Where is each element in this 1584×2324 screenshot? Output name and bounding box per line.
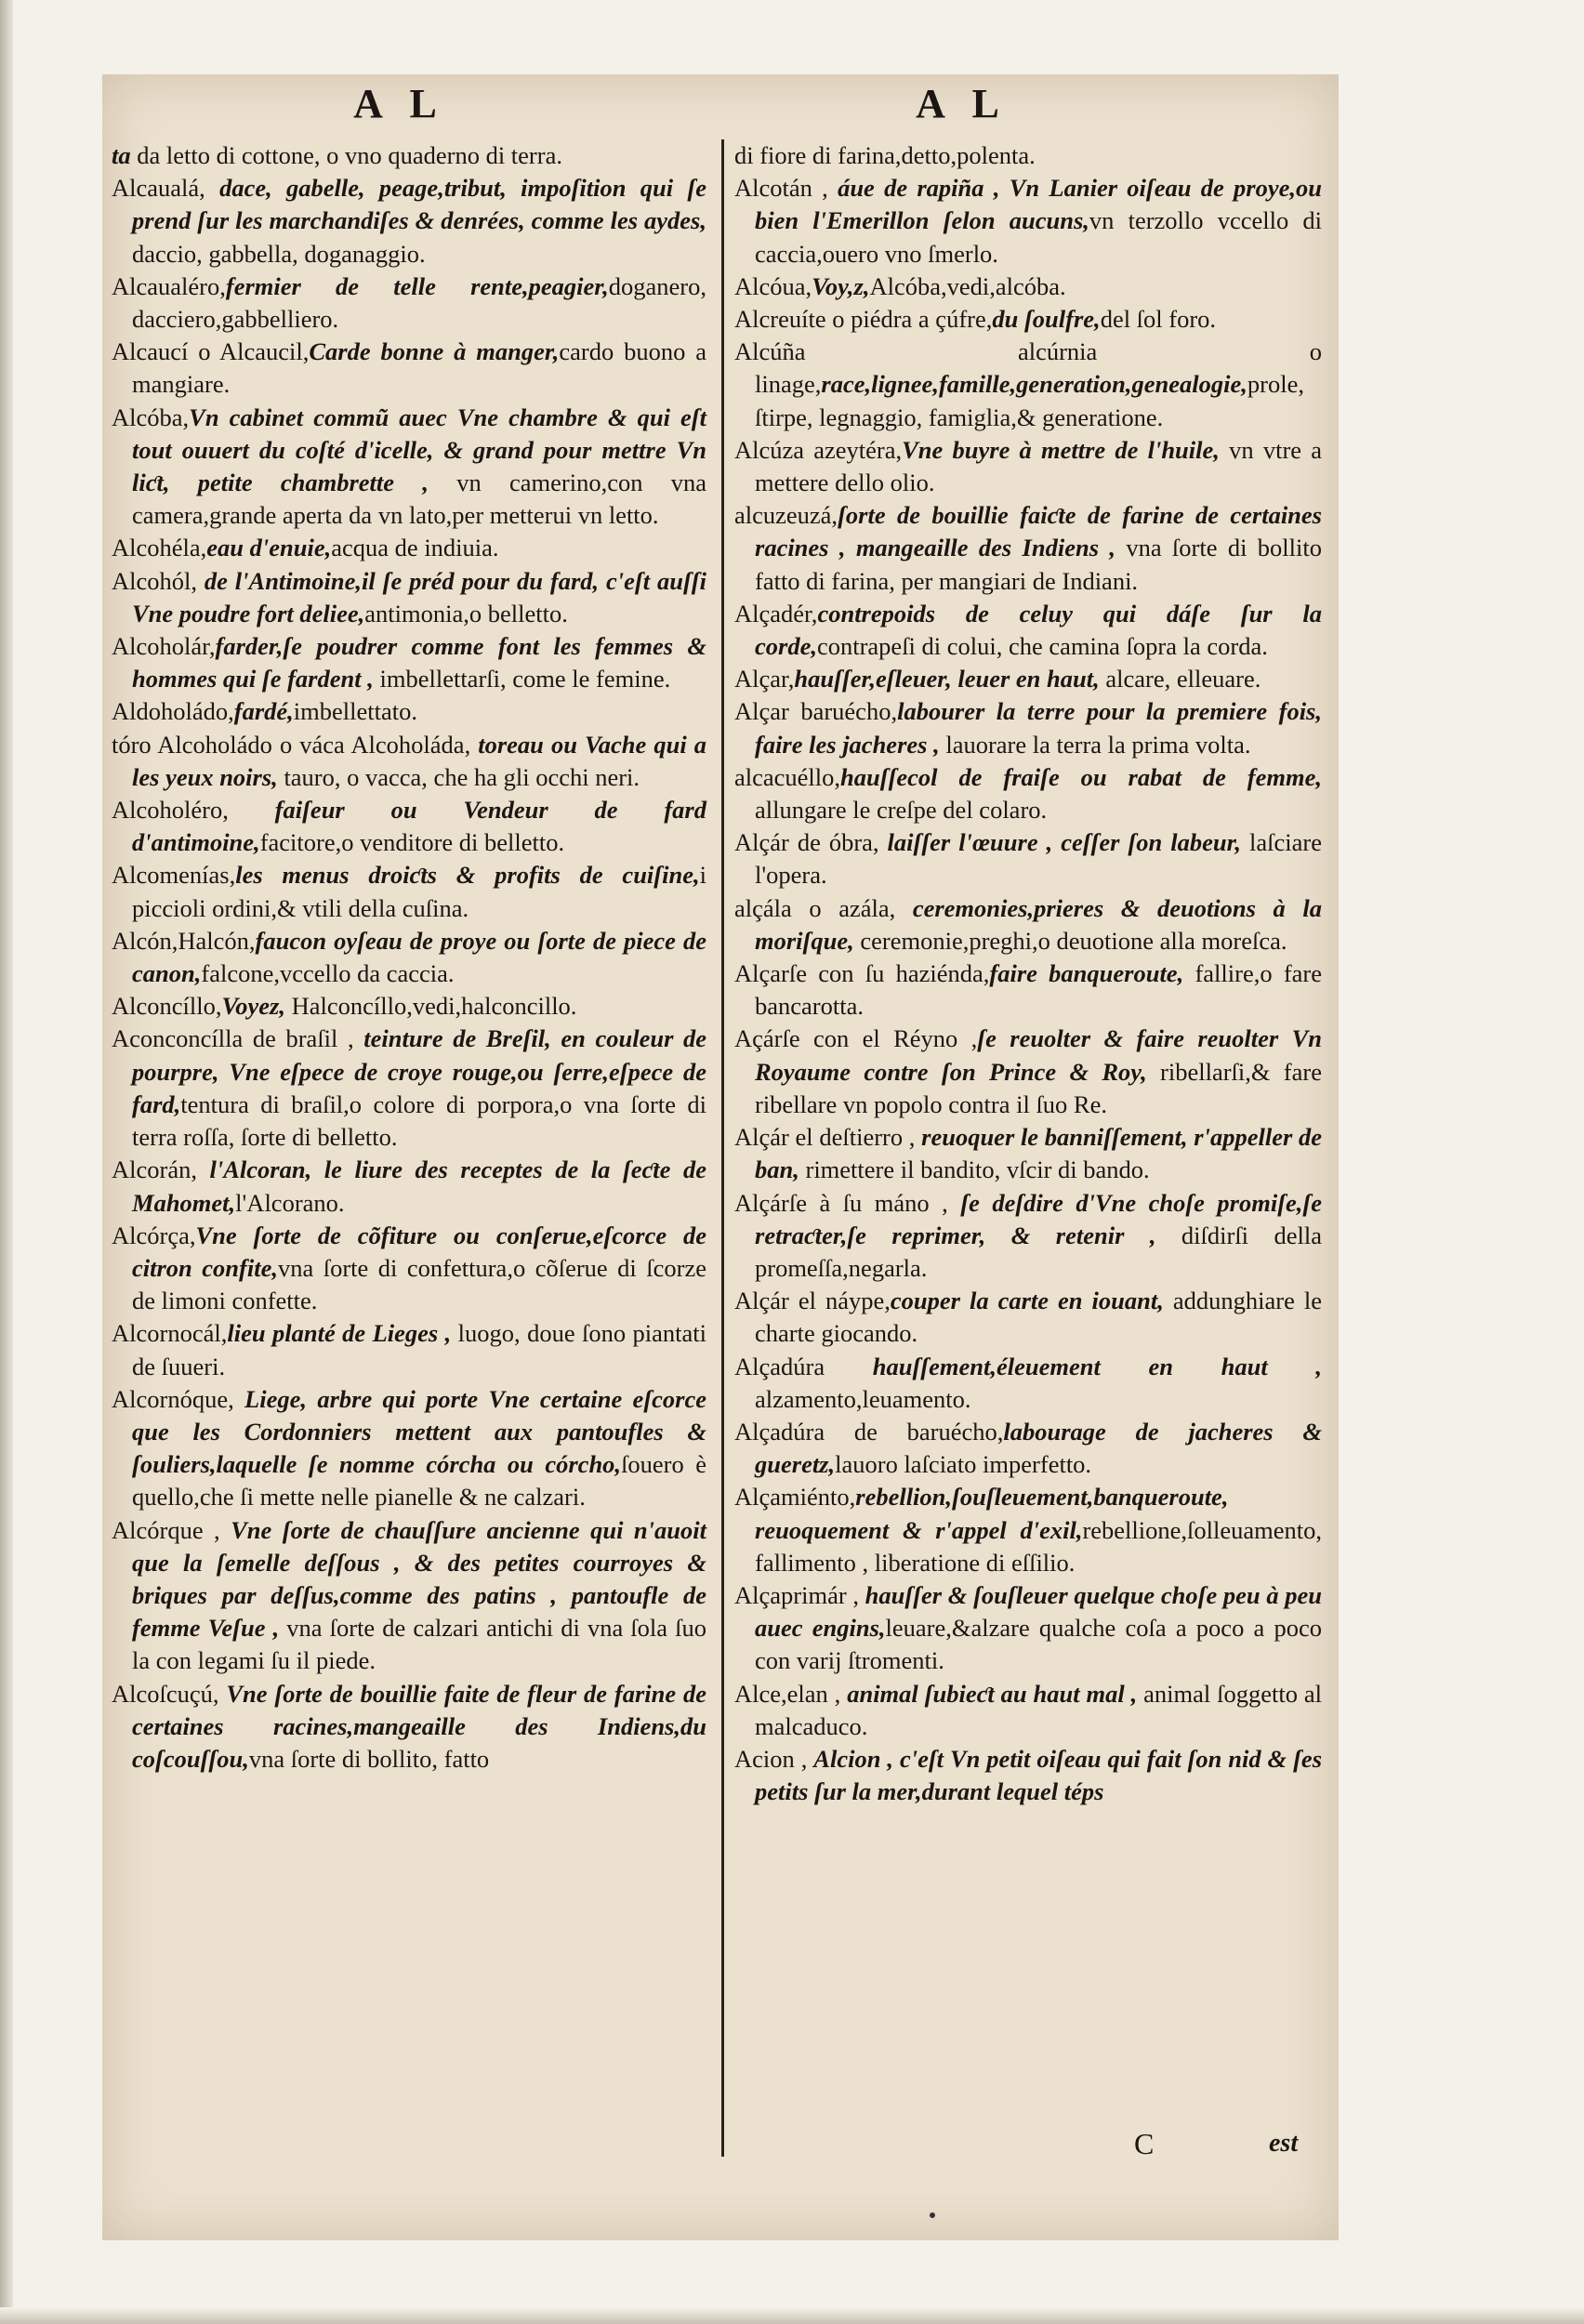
french-gloss: faire banqueroute, bbox=[989, 959, 1184, 988]
french-gloss: contrepoids de celuy qui dáſe ſur la corde, bbox=[755, 599, 1322, 661]
italian-gloss: imbellettato. bbox=[293, 697, 417, 726]
french-gloss: de l'Antimoine,il ſe préd pour du fard, c'eſt auſſi Vne poudre fort deliee, bbox=[132, 566, 706, 627]
headword: Alcohól, bbox=[112, 566, 205, 595]
headword: Alcóua, bbox=[734, 271, 812, 300]
dictionary-column-right bbox=[734, 139, 1322, 1808]
dictionary-entry bbox=[734, 826, 1322, 891]
french-gloss: ta bbox=[112, 141, 131, 169]
italian-gloss: vn camerino,con vna camera,grande aperta da vn lato,per metterui vn letto. bbox=[132, 469, 706, 530]
headword: Alcornóque, bbox=[112, 1384, 245, 1413]
headword: Aconconcílla de braſil , bbox=[112, 1024, 364, 1053]
dictionary-entry bbox=[734, 1351, 1322, 1416]
catchword: est bbox=[1269, 2129, 1299, 2158]
french-gloss: ſe deſdire d'Vne choſe promiſe,ſe retraƈter,ſe reprimer, & retenir , bbox=[755, 1188, 1322, 1249]
headword: Alçár el náype, bbox=[734, 1287, 891, 1315]
headword: alcuzeuzá, bbox=[734, 501, 838, 530]
dictionary-entry bbox=[734, 1121, 1322, 1186]
french-gloss: Voy,z, bbox=[812, 271, 870, 300]
french-gloss: fermier de telle rente,peagier, bbox=[225, 271, 609, 300]
italian-gloss: rimettere il bandito, vſcir di bando. bbox=[799, 1155, 1150, 1184]
dictionary-entry bbox=[112, 565, 706, 630]
french-gloss: labourage de jacheres & gueretz, bbox=[755, 1417, 1322, 1479]
headword: alçála o azála, bbox=[734, 893, 913, 922]
french-gloss: hauſſement,éleuement en haut , bbox=[872, 1352, 1322, 1380]
dictionary-entry bbox=[734, 1678, 1322, 1743]
ink-speck bbox=[930, 2212, 935, 2218]
italian-gloss: cardo buono a mangiare. bbox=[132, 337, 706, 399]
headword: Alçár de óbra, bbox=[734, 828, 888, 857]
french-gloss: ceremonies,prieres & deuotions à la moriſque, bbox=[755, 893, 1323, 955]
french-gloss: lieu planté de Lieges , bbox=[227, 1319, 452, 1348]
italian-gloss: doganero, dacciero,gabbelliero. bbox=[132, 271, 706, 334]
dictionary-entry bbox=[112, 402, 706, 533]
french-gloss: fardé, bbox=[233, 697, 294, 726]
italian-gloss: vna ſorte de calzari antichi di vna ſola ſuo la con legami ſu il piede. bbox=[132, 1614, 706, 1675]
dictionary-entry bbox=[112, 336, 706, 401]
french-gloss: ſe reuolter & faire reuolter Vn Royaume contre ſon Prince & Roy, bbox=[755, 1024, 1322, 1086]
headword: Alçarſe con ſu haziénda, bbox=[734, 959, 990, 988]
dictionary-entry bbox=[734, 336, 1322, 434]
italian-gloss: contrapeſi di colui, che camina ſopra la corda. bbox=[816, 632, 1268, 661]
dictionary-entry bbox=[734, 663, 1322, 695]
dictionary-entry bbox=[734, 1416, 1322, 1481]
italian-gloss: rebellione,ſolleuamento, fallimento , liberatione di eſſilio. bbox=[755, 1515, 1322, 1577]
italian-gloss: falcone,vccello da caccia. bbox=[201, 959, 455, 988]
dictionary-entry bbox=[734, 695, 1322, 760]
french-gloss: toreau ou Vache qui a les yeux noirs, bbox=[132, 730, 706, 791]
running-head-right: A L bbox=[916, 81, 1009, 126]
headword: Alcaucí o Alcaucil, bbox=[112, 337, 310, 366]
french-gloss: eau d'enuie, bbox=[206, 534, 332, 562]
headword: Alçamiénto, bbox=[734, 1483, 856, 1512]
italian-gloss: vna ſorte di bollito, fatto bbox=[248, 1744, 490, 1773]
dictionary-entry bbox=[112, 1514, 706, 1678]
italian-gloss: laſciare l'opera. bbox=[755, 828, 1323, 890]
headword: Alçar baruécho, bbox=[734, 697, 898, 726]
dictionary-entry bbox=[734, 1285, 1322, 1350]
headword: Alçadér, bbox=[734, 599, 818, 627]
french-gloss: hauſſer,eſleuer, leuer en haut, bbox=[794, 665, 1100, 693]
italian-gloss: alzamento,leuamento. bbox=[755, 1384, 971, 1413]
headword: Alcúña alcúrnia o linage, bbox=[734, 337, 1322, 399]
italian-gloss: l'Alcorano. bbox=[235, 1188, 345, 1217]
italian-gloss: acqua de indiuia. bbox=[331, 534, 499, 562]
headword: Alcohéla, bbox=[112, 534, 207, 562]
french-gloss: áue de rapiña , Vn Lanier oiſeau de proye,ou bien l'Emerillon ſelon aucuns, bbox=[755, 174, 1322, 235]
dictionary-entry bbox=[112, 1383, 706, 1514]
headword: Alcoholéro, bbox=[112, 796, 275, 825]
dictionary-column-left bbox=[112, 139, 706, 1776]
french-gloss: Vne ſorte de cõfiture ou conſerue,eſcorce de citron confite, bbox=[132, 1221, 706, 1282]
dictionary-entry bbox=[734, 1579, 1322, 1678]
headword: Alçár el deſtierro , bbox=[734, 1123, 922, 1152]
dictionary-entry bbox=[734, 172, 1322, 271]
scan-edge-bottom bbox=[0, 2307, 1584, 2324]
headword: Acion , bbox=[734, 1744, 814, 1773]
french-gloss: Vne ſorte de bouillie faite de fleur de farine de certaines racines,mangeaille des Indiens,du coſcouſſou, bbox=[132, 1679, 706, 1773]
italian-gloss: vn terzollo vccello di caccia,ouero vno ſmerlo. bbox=[755, 206, 1322, 268]
italian-gloss: lauorare la terra la prima volta. bbox=[939, 730, 1251, 759]
dictionary-entry bbox=[112, 794, 706, 859]
italian-gloss: animal ſoggetto al malcaduco. bbox=[755, 1679, 1322, 1740]
italian-gloss: fallire,o fare bancarotta. bbox=[755, 959, 1323, 1021]
italian-gloss: luogo, doue ſono piantati de ſuueri. bbox=[132, 1319, 706, 1380]
dictionary-entry bbox=[112, 1678, 706, 1776]
headword: Alcorán, bbox=[112, 1155, 210, 1184]
dictionary-entry bbox=[112, 990, 706, 1023]
italian-gloss: daccio, gabbella, doganaggio. bbox=[132, 239, 426, 268]
column-divider bbox=[721, 139, 724, 2157]
scan-edge bbox=[0, 0, 13, 2324]
dictionary-entry bbox=[112, 1317, 706, 1382]
french-gloss: Carde bonne à manger, bbox=[309, 337, 560, 366]
headword: Alçaprimár , bbox=[734, 1580, 865, 1609]
french-gloss: reuoquer le banniſſement, r'appeller de ban, bbox=[755, 1123, 1322, 1184]
dictionary-entry bbox=[734, 892, 1322, 957]
french-gloss: Voyez, bbox=[221, 992, 285, 1021]
french-gloss: race,lignee,famille,generation,genealogie, bbox=[821, 370, 1247, 399]
headword: Alçadúra bbox=[734, 1352, 873, 1380]
headword: tóro Alcoholádo o váca Alcoholáda, bbox=[112, 730, 479, 759]
italian-gloss: vn vtre a mettere dello olio. bbox=[755, 435, 1323, 497]
dictionary-entry bbox=[112, 532, 706, 564]
french-gloss: couper la carte en iouant, bbox=[890, 1287, 1164, 1315]
dictionary-entry bbox=[112, 1023, 706, 1154]
dictionary-entry bbox=[734, 303, 1322, 336]
headword: Alçárſe à ſu máno , bbox=[734, 1188, 961, 1217]
french-gloss: Vne ſorte de chauſſure ancienne qui n'auoit que la ſemelle deſſous , & des petites courroyes & briques par deſſus,comme des patins , pantoufle de femme Veſue , bbox=[132, 1515, 706, 1643]
dictionary-entry bbox=[734, 1481, 1322, 1579]
headword: Alcaualéro, bbox=[112, 271, 226, 300]
french-gloss: Liege, arbre qui porte Vne certaine eſcorce que les Cordonniers mettent aux pantoufles & ſouliers,laquelle ſe nomme córcha ou córcho, bbox=[132, 1384, 706, 1479]
french-gloss: laiſſer l'œuure , ceſſer ſon labeur, bbox=[887, 828, 1242, 857]
italian-gloss: Halconcíllo,vedi,halconcillo. bbox=[284, 992, 577, 1021]
headword: Alcaualá, bbox=[112, 174, 220, 203]
dictionary-entry bbox=[734, 1743, 1322, 1808]
headword: Alcotán , bbox=[734, 174, 838, 203]
dictionary-entry bbox=[734, 139, 1322, 172]
french-gloss: faucon oyſeau de proye ou ſorte de piece de canon, bbox=[132, 926, 706, 988]
headword: Alce,elan , bbox=[734, 1679, 848, 1708]
dictionary-entry bbox=[734, 957, 1322, 1023]
headword: Alcomenías, bbox=[112, 861, 236, 890]
french-gloss: Vne buyre à mettre de l'huile, bbox=[902, 435, 1220, 464]
italian-gloss: tauro, o vacca, che ha gli occhi neri. bbox=[277, 762, 640, 791]
french-gloss: Vn cabinet commũ auec Vne chambre & qui eſt tout ouuert du coſté d'icelle, & grand pour mettre Vn liƈt, petite chambrette , bbox=[132, 403, 706, 497]
french-gloss: du ſoulfre, bbox=[992, 305, 1101, 334]
french-gloss: farder,ſe poudrer comme font les femmes & hommes qui ſe fardent , bbox=[132, 632, 706, 693]
french-gloss: labourer la terre pour la premiere fois, faire les jacheres , bbox=[755, 697, 1322, 759]
french-gloss: hauſſer & ſouſleuer quelque choſe peu à peu auec engins, bbox=[755, 1580, 1322, 1643]
dictionary-entry bbox=[112, 925, 706, 990]
italian-gloss: ribellarſi,& fare ribellare vn popolo contra il ſuo Re. bbox=[755, 1057, 1322, 1118]
french-gloss: faiſeur ou Vendeur de fard d'antimoine, bbox=[132, 796, 706, 857]
french-gloss: l'Alcoran, le liure des receptes de la ſeƈte de Mahomet, bbox=[132, 1155, 706, 1217]
headword: Alcúza azeytéra, bbox=[734, 435, 903, 464]
dictionary-entry bbox=[112, 859, 706, 924]
italian-gloss: prole, ſtirpe, legnaggio, famiglia,& generatione. bbox=[755, 370, 1304, 431]
italian-gloss: diſdirſi della promeſſa,negarla. bbox=[755, 1221, 1322, 1282]
signature-mark: C bbox=[1134, 2127, 1155, 2160]
headword: Alcórça, bbox=[112, 1221, 196, 1249]
dictionary-entry bbox=[112, 139, 706, 172]
headword: Alcóba, bbox=[112, 403, 190, 431]
italian-gloss: alcare, elleuare. bbox=[1099, 665, 1261, 693]
italian-gloss: ſouero è quello,che ſi mette nelle pianelle & ne calzari. bbox=[132, 1450, 706, 1512]
italian-gloss: leuare,&alzare qualche coſa a poco a poco con varij ſtromenti. bbox=[755, 1614, 1322, 1675]
italian-gloss: allungare le creſpe del colaro. bbox=[755, 796, 1048, 825]
dictionary-entry bbox=[112, 271, 706, 336]
dictionary-entry bbox=[734, 1187, 1322, 1286]
french-gloss: les menus droiƈts & profits de cuiſine, bbox=[235, 861, 700, 890]
headword: Alcoſcuçú, bbox=[112, 1679, 227, 1708]
headword: Alcreuíte o piédra a çúfre, bbox=[734, 305, 993, 334]
italian-gloss: tentura di braſil,o colore di porpora,o vna ſorte di terra roſſa, ſorte di belletto. bbox=[132, 1089, 706, 1152]
dictionary-entry bbox=[734, 271, 1322, 303]
dictionary-entry bbox=[734, 1023, 1322, 1121]
headword: Alcórque , bbox=[112, 1515, 231, 1544]
dictionary-entry bbox=[112, 630, 706, 695]
italian-gloss: da letto di cottone, o vno quaderno di terra. bbox=[130, 141, 562, 169]
headword: Alcón,Halcón, bbox=[112, 926, 256, 955]
headword: Açárſe con el Réyno , bbox=[734, 1024, 978, 1053]
french-gloss: dace, gabelle, peage,tribut, impoſition qui ſe prend ſur les marchandiſes & denrées, comme les aydes, bbox=[132, 174, 706, 235]
french-gloss: animal ſubieƈt au haut mal , bbox=[847, 1679, 1138, 1708]
dictionary-entry bbox=[112, 695, 706, 728]
headword: Alçar, bbox=[734, 665, 795, 693]
headword: Aldoholádo, bbox=[112, 697, 234, 726]
headword: alcacuéllo, bbox=[734, 762, 841, 791]
italian-gloss: i piccioli ordini,& vtili della cuſina. bbox=[132, 861, 706, 922]
italian-gloss: del ſol foro. bbox=[1100, 305, 1217, 334]
dictionary-entry bbox=[734, 761, 1322, 826]
italian-gloss: vna ſorte di bollito fatto di farina, per mangiari de Indiani. bbox=[755, 534, 1322, 595]
dictionary-entry bbox=[112, 1220, 706, 1318]
headword: Alcoholár, bbox=[112, 632, 216, 661]
dictionary-entry bbox=[112, 172, 706, 271]
italian-gloss: ceremonie,preghi,o deuotione alla moreſca. bbox=[853, 926, 1287, 955]
italian-gloss: antimonia,o belletto. bbox=[364, 599, 568, 627]
italian-gloss: Alcóba,vedi,alcóba. bbox=[869, 271, 1066, 300]
dictionary-entry bbox=[734, 598, 1322, 663]
headword: Alçadúra de baruécho, bbox=[734, 1417, 1004, 1446]
french-gloss: rebellion,ſouſleuement,banqueroute, reuoquement & r'appel d'exil, bbox=[755, 1483, 1229, 1544]
dictionary-entry bbox=[112, 729, 706, 794]
running-head-left: A L bbox=[353, 81, 446, 126]
headword: Alconcíllo, bbox=[112, 992, 222, 1021]
french-gloss: ſorte de bouillie faiƈte de farine de certaines racines , mangeaille des Indiens , bbox=[755, 501, 1322, 562]
headword: Alcornocál, bbox=[112, 1319, 228, 1348]
italian-gloss: lauoro laſciato imperfetto. bbox=[835, 1450, 1092, 1479]
dictionary-entry bbox=[734, 434, 1322, 499]
italian-gloss: addunghiare le charte giocando. bbox=[755, 1287, 1322, 1348]
italian-gloss: facitore,o venditore di belletto. bbox=[259, 828, 565, 857]
dictionary-entry bbox=[734, 499, 1322, 598]
french-gloss: Alcion , c'eſt Vn petit oiſeau qui fait ſon nid & ſes petits ſur la mer,durant lequel téps bbox=[755, 1744, 1323, 1806]
italian-gloss: di fiore di farina,detto,polenta. bbox=[734, 141, 1036, 169]
french-gloss: hauſſecol de fraiſe ou rabat de femme, bbox=[840, 762, 1322, 791]
italian-gloss: vna ſorte di confettura,o cõſerue di ſcorze de limoni confette. bbox=[132, 1253, 707, 1315]
italian-gloss: imbellettarſi, come le femine. bbox=[373, 665, 671, 693]
french-gloss: teinture de Breſil, en couleur de pourpre, Vne eſpece de croye rouge,ou ſerre,eſpece de fard, bbox=[132, 1024, 706, 1118]
dictionary-entry bbox=[112, 1154, 706, 1219]
